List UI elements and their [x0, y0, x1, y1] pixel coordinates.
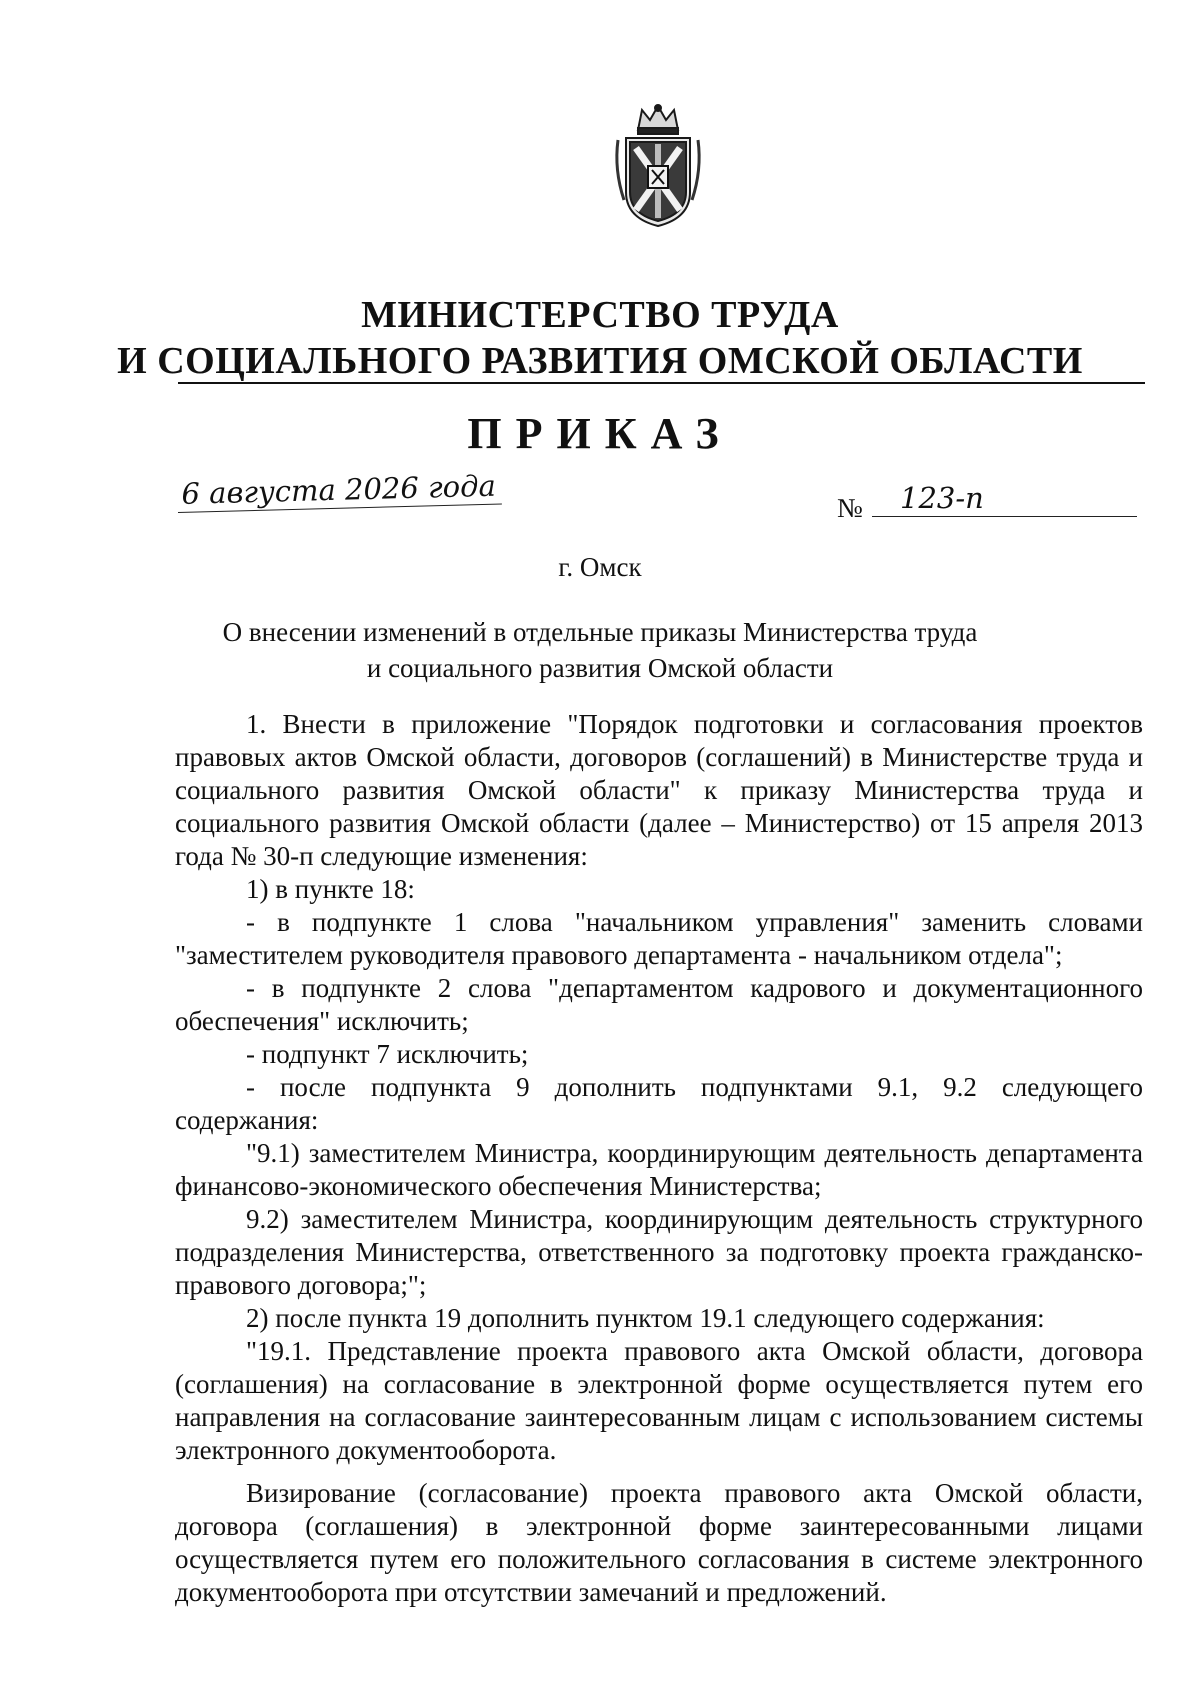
organization-title-line2: И СОЦИАЛЬНОГО РАЗВИТИЯ ОМСКОЙ ОБЛАСТИ	[117, 340, 1083, 382]
number-label: №	[837, 493, 863, 523]
order-subject	[0, 614, 1200, 686]
subject-line1: О внесении изменений в отдельные приказы Министерства труда	[222, 617, 978, 647]
paragraph: Визирование (согласование) проекта правового акта Омской области, договора (соглашения) в электронной форме заинтересованными лицами осуществляется путем его положительного согласования в системе электронного документооборота при отсутствии замечаний и предложений.	[175, 1478, 1143, 1607]
handwritten-number: 123-п	[872, 480, 1137, 517]
organization-title-line1: МИНИСТЕРСТВО ТРУДА	[361, 294, 839, 336]
paragraph: 1. Внести в приложение "Порядок подготовки и согласования проектов правовых актов Омской области, договоров (соглашений) в Министерстве труда и социального развития Омской области" к приказу Министерства труда и социального развития Омской области (далее – Министерство) от 15 апреля 2013 года № 30-п следующие изменения:	[175, 709, 1143, 871]
header-divider	[178, 382, 1145, 384]
city-label: г. Омск	[558, 552, 642, 582]
paragraph: "19.1. Представление проекта правового акта Омской области, договора (соглашения) на согласование в электронной форме осуществляется путем его направления на согласование заинтересованным лицам с использованием системы электронного документооборота.	[175, 1336, 1143, 1465]
handwritten-date: 6 августа 2026 года	[177, 468, 502, 513]
order-body	[175, 708, 1143, 1609]
subject-line2: и социального развития Омской области	[366, 653, 834, 683]
paragraph: "9.1) заместителем Министра, координирующим деятельность департамента финансово-экономического обеспечения Министерства;	[175, 1138, 1143, 1201]
paragraph: - после подпункта 9 дополнить подпунктами 9.1, 9.2 следующего содержания:	[175, 1072, 1143, 1135]
paragraph: 2) после пункта 19 дополнить пунктом 19.1 следующего содержания:	[246, 1303, 1045, 1333]
document-type-title: ПРИКАЗ	[467, 409, 733, 458]
paragraph: - в подпункте 1 слова "начальником управления" заменить словами "заместителем руководителя правового департамента - начальником отдела";	[175, 907, 1143, 970]
paragraph: 9.2) заместителем Министра, координирующим деятельность структурного подразделения Министерства, ответственного за подготовку проекта гражданско-правового договора;";	[175, 1204, 1143, 1300]
paragraph: - в подпункте 2 слова "департаментом кадрового и документационного обеспечения" исключить;	[175, 973, 1143, 1036]
paragraph: 1) в пункте 18:	[246, 874, 415, 904]
omsk-coat-of-arms-icon	[608, 100, 708, 232]
paragraph: - подпункт 7 исключить;	[246, 1039, 529, 1069]
